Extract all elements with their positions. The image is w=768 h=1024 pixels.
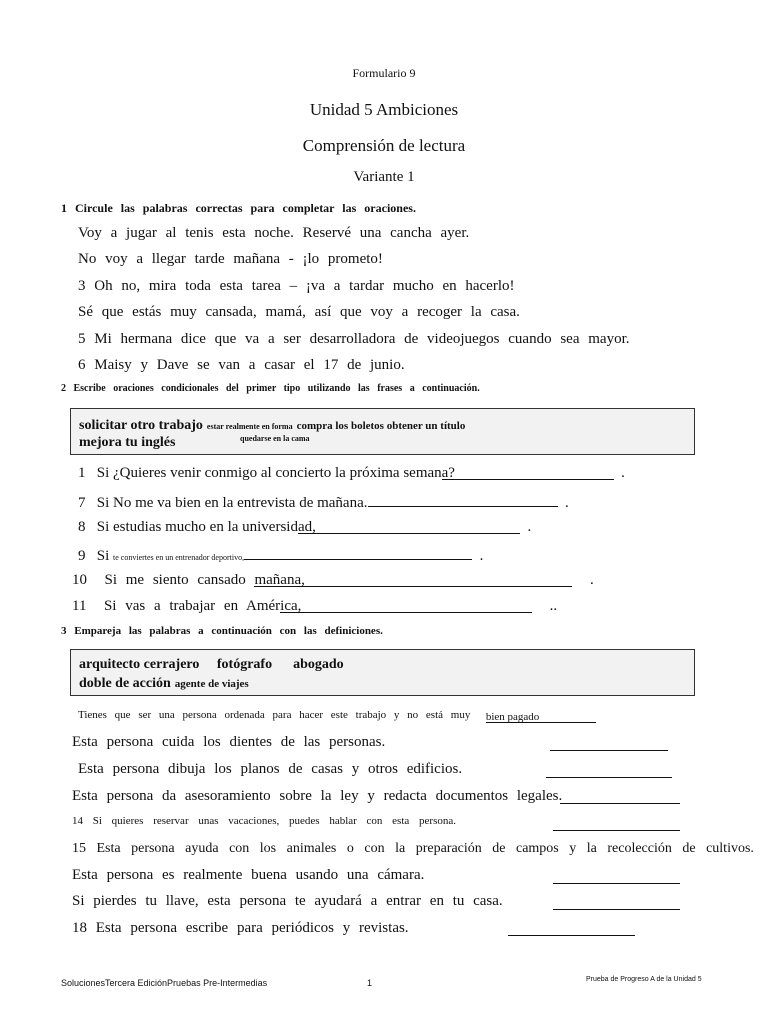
answer-line[interactable]: [508, 921, 635, 936]
ex3-item: Esta persona es realmente buena usando una cámara.: [72, 867, 425, 883]
exercise-3-instruction: 3 Empareja las palabras a continuación con las definiciones.: [61, 625, 383, 637]
answer-line[interactable]: [546, 763, 672, 778]
exercise-2-instruction: 2 Escribe oraciones condicionales del primer tipo utilizando las frases a continuación.: [61, 383, 480, 394]
ex3-item: 18 Esta persona escribe para periódicos y revistas.: [72, 920, 409, 936]
box-word: arquitecto cerrajero: [79, 657, 200, 672]
ex2-item: 8 Si estudias mucho en la universidad, .: [78, 519, 532, 535]
ex2-item: 1 Si ¿Quieres venir conmigo al concierto la próxima semana? .: [78, 465, 625, 481]
ex1-item: 5 Mi hermana dice que va a ser desarrolladora de videojuegos cuando sea mayor.: [78, 331, 630, 347]
variant-label: Variante 1: [353, 169, 415, 185]
ex2-item: 7 Si No me va bien en la entrevista de mañana. .: [78, 492, 569, 512]
ex2-item: 10 Si me siento cansado mañana, .: [72, 572, 594, 588]
box-word: mejora tu inglés: [79, 435, 176, 450]
section-title: Comprensión de lectura: [302, 136, 466, 155]
box-word: quedarse en la cama: [240, 434, 310, 443]
answer-line[interactable]: [553, 869, 680, 884]
answer-line[interactable]: [560, 789, 680, 804]
box-word: abogado: [293, 657, 344, 672]
ex1-item: Sé que estás muy cansada, mamá, así que voy a recoger la casa.: [78, 304, 520, 320]
ex3-item: 15 Esta persona ayuda con los animales o con la preparación de campos y la recolección de cultivos.: [72, 841, 754, 856]
ex3-item: Esta persona da asesoramiento sobre la ley y redacta documentos legales.: [72, 788, 563, 804]
ex3-item: Tienes que ser una persona ordenada para hacer este trabajo y no está muy bien pagado: [78, 709, 596, 723]
footer-right: Prueba de Progreso A de la Unidad 5: [586, 976, 702, 983]
form-number: Formulario 9: [352, 66, 416, 80]
ex3-item: Si pierdes tu llave, esta persona te ayudará a entrar en tu casa.: [72, 893, 503, 909]
box-word: agente de viajes: [174, 678, 249, 690]
box-word: compra los boletos obtener un título: [296, 420, 466, 432]
answer-line[interactable]: [553, 895, 680, 910]
box-word: estar realmente en forma: [206, 422, 293, 431]
ex2-item: 9 Si te conviertes en un entrenador deportivo, .: [78, 545, 483, 565]
unit-title: Unidad 5 Ambiciones: [309, 100, 459, 119]
ex3-item: Esta persona cuida los dientes de las personas.: [72, 734, 386, 750]
exercise-1-instruction: 1 Circule las palabras correctas para completar las oraciones.: [61, 201, 416, 215]
ex3-item: 14 Si quieres reservar unas vacaciones, puedes hablar con esta persona.: [72, 815, 456, 827]
box-word: doble de acción: [79, 676, 171, 691]
ex1-item: 6 Maisy y Dave se van a casar el 17 de junio.: [78, 357, 405, 373]
word-box-3: [70, 649, 695, 696]
ex1-item: Voy a jugar al tenis esta noche. Reservé una cancha ayer.: [78, 225, 470, 241]
box-word: fotógrafo: [216, 657, 273, 672]
footer-left: SolucionesTercera EdiciónPruebas Pre-Intermedias: [61, 978, 268, 988]
ex2-item: 11 Si vas a trabajar en América, ..: [72, 598, 558, 614]
answer-line[interactable]: [550, 736, 668, 751]
page-number: 1: [367, 978, 373, 988]
word-box-2: [70, 408, 695, 455]
box-word: solicitar otro trabajo: [79, 418, 203, 433]
ex1-item: 3 Oh no, mira toda esta tarea – ¡va a tardar mucho en hacerlo!: [78, 278, 515, 294]
ex1-item: No voy a llegar tarde mañana - ¡lo prometo!: [78, 251, 383, 267]
answer-line[interactable]: [553, 816, 680, 831]
ex3-item: Esta persona dibuja los planos de casas y otros edificios.: [78, 761, 463, 777]
